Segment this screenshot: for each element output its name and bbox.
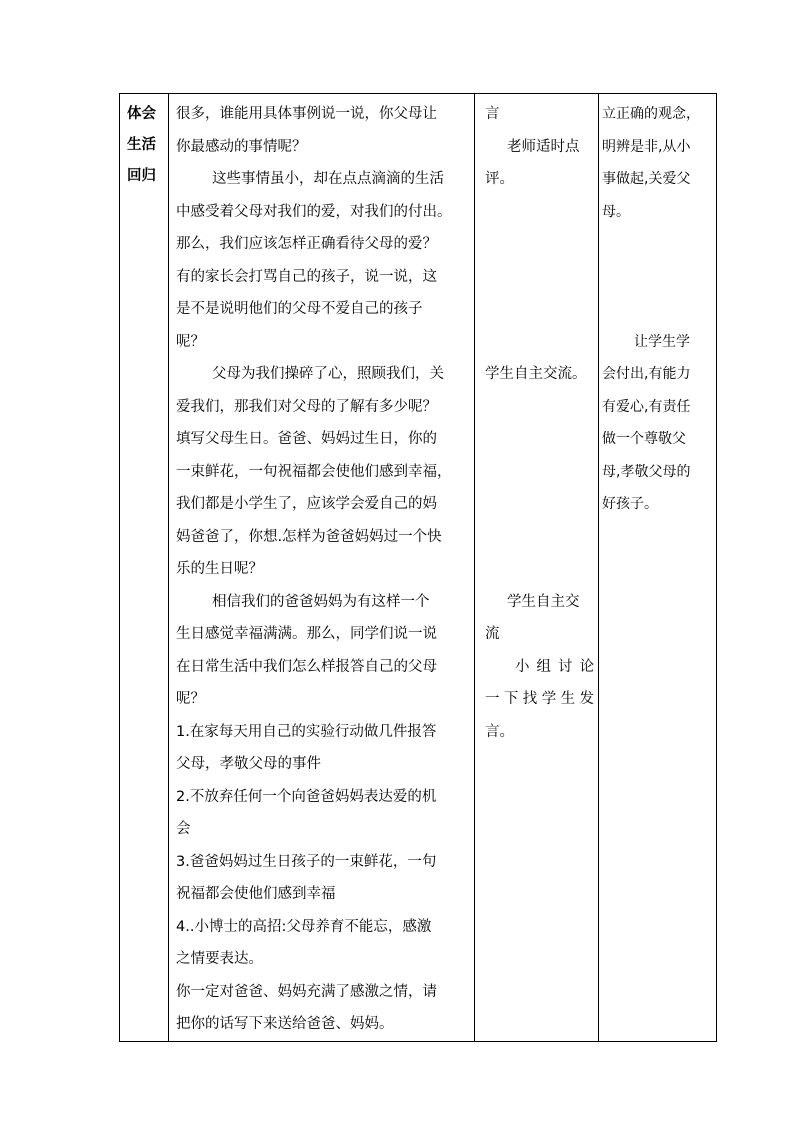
intent-line: 有爱心,有责任 bbox=[602, 398, 691, 415]
table-row bbox=[120, 94, 717, 1042]
intent-line: 母。 bbox=[602, 203, 630, 220]
activity-line bbox=[485, 326, 594, 359]
content-line: 是不是说明他们的父母不爱自己的孩子 bbox=[176, 301, 423, 317]
content-line: 我们都是小学生了，应该学会爱自己的妈 bbox=[176, 496, 437, 512]
content-line: 呢？ bbox=[176, 333, 205, 350]
stage-title-line: 体会 bbox=[127, 106, 156, 122]
content-line: 生日感觉幸福满满。那么，同学们说一说 bbox=[176, 626, 437, 642]
content-line: 呢？ bbox=[176, 691, 205, 707]
activity-line: 学生自主交 bbox=[507, 593, 580, 610]
lesson-plan-table bbox=[119, 93, 717, 1042]
activity-line bbox=[485, 456, 594, 489]
content-line: 中感受着父母对我们的爱，对我们的付出。 bbox=[176, 203, 452, 220]
content-line: 那么，我们应该怎样正确看待父母的爱？ bbox=[176, 236, 437, 252]
intent-line: 母,孝敬父母的 bbox=[602, 463, 691, 480]
activity-line: 一下找学生发 bbox=[485, 691, 594, 707]
activity-line bbox=[485, 391, 594, 424]
intent-line: 事做起,关爱父 bbox=[602, 171, 691, 187]
intent-line bbox=[602, 228, 713, 261]
design-intent-cell bbox=[599, 94, 717, 1042]
activity-line: 流 bbox=[485, 626, 500, 642]
intent-line: 明辨是非,从小 bbox=[602, 138, 691, 155]
activity-line: 学生自主交流。 bbox=[485, 366, 587, 382]
content-line: 4..小博士的高招:父母养育不能忘，感激 bbox=[176, 918, 432, 935]
content-line: 1.在家每天用自己的实验行动做几件报答 bbox=[176, 723, 437, 740]
activity-line bbox=[485, 488, 594, 521]
content-line: 填写父母生日。爸爸、妈妈过生日，你的 bbox=[176, 431, 437, 447]
stage-title-line: 生活 bbox=[127, 137, 156, 153]
activity-line: 小组讨论 bbox=[515, 658, 594, 675]
intent-line bbox=[602, 293, 713, 326]
activity-line bbox=[485, 293, 594, 326]
intent-line bbox=[602, 261, 713, 294]
content-line: 2.不放弃任何一个向爸爸妈妈表达爱的机 bbox=[176, 788, 437, 805]
activity-line: 老师适时点 bbox=[507, 138, 580, 155]
content-line: 会 bbox=[176, 821, 191, 837]
stage-title-cell bbox=[120, 94, 169, 1042]
content-line: 妈爸爸了，你想.怎样为爸爸妈妈过一个快 bbox=[176, 528, 442, 545]
intent-line: 让学生学 bbox=[634, 333, 690, 350]
activity-line: 言。 bbox=[485, 723, 514, 740]
activity-line bbox=[485, 261, 594, 294]
content-line: 爱我们，那我们对父母的了解有多少呢？ bbox=[176, 398, 437, 415]
content-line: 有的家长会打骂自己的孩子，说一说，这 bbox=[176, 268, 437, 285]
stage-title-line: 回归 bbox=[127, 168, 156, 184]
intent-line: 做一个尊敬父 bbox=[602, 431, 686, 447]
activity-line bbox=[485, 521, 594, 554]
content-line: 乐的生日呢？ bbox=[176, 561, 263, 577]
content-line: 这些事情虽小，却在点点滴滴的生活 bbox=[212, 171, 444, 187]
content-line: 你一定对爸爸、妈妈充满了感激之情，请 bbox=[176, 983, 437, 1000]
content-line: 把你的话写下来送给爸爸、妈妈。 bbox=[176, 1016, 394, 1032]
content-line: 父母，孝敬父母的事件 bbox=[176, 756, 321, 772]
content-line: 父母为我们操碎了心，照顾我们，关 bbox=[212, 366, 444, 382]
content-line: 一束鲜花，一句祝福都会使他们感到幸福， bbox=[176, 463, 452, 480]
activity-line bbox=[485, 423, 594, 456]
intent-line: 会付出,有能力 bbox=[602, 366, 691, 382]
student-activity-cell bbox=[475, 94, 599, 1042]
intent-line: 好孩子。 bbox=[602, 496, 658, 512]
teaching-content-cell bbox=[169, 94, 475, 1042]
activity-line bbox=[485, 553, 594, 586]
content-line: 相信我们的爸爸妈妈为有这样一个 bbox=[212, 593, 430, 610]
content-line: 祝福都会使他们感到幸福 bbox=[176, 886, 336, 902]
activity-line bbox=[485, 228, 594, 261]
activity-line bbox=[485, 196, 594, 229]
content-line: 在日常生活中我们怎么样报答自己的父母 bbox=[176, 658, 437, 675]
intent-line: 立正确的观念， bbox=[602, 106, 700, 122]
activity-line: 言 bbox=[485, 106, 500, 122]
content-line: 很多，谁能用具体事例说一说，你父母让 bbox=[176, 106, 437, 122]
content-line: 3.爸爸妈妈过生日孩子的一束鲜花，一句 bbox=[176, 853, 437, 870]
content-line: 之情要表达。 bbox=[176, 951, 263, 967]
content-line: 你最感动的事情呢？ bbox=[176, 138, 307, 155]
activity-line: 评。 bbox=[485, 171, 514, 187]
